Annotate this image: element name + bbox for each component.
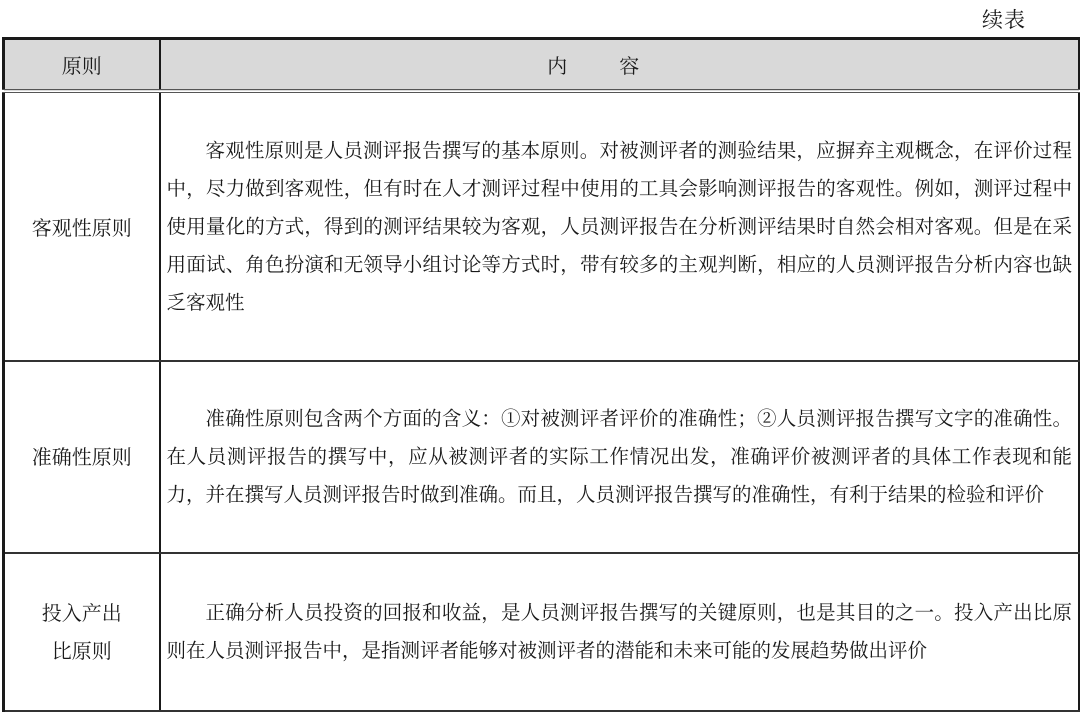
principle-cell: 客观性原则 <box>4 91 160 361</box>
principles-table <box>2 37 1080 712</box>
principle-cell <box>4 553 160 711</box>
content-cell <box>160 91 1080 361</box>
table-row <box>4 91 1080 361</box>
content-cell <box>160 361 1080 553</box>
table-row <box>4 553 1080 711</box>
header-content-label: 内容 <box>547 54 692 78</box>
content-text: 正确分析人员投资的回报和收益，是人员测评报告撰写的关键原则，也是其目的之一。投入产出比原则在人员测评报告中，是指测评者能够对被测评者的潜能和未来可能的发展趋势做出评价 <box>166 601 1072 662</box>
principle-cell: 准确性原则 <box>4 361 160 553</box>
principle-line-2: 比原则 <box>51 639 112 663</box>
principle-line-1: 投入产出 <box>41 601 122 625</box>
header-content <box>160 39 1080 92</box>
table-row <box>4 361 1080 553</box>
content-text: 客观性原则是人员测评报告撰写的基本原则。对被测评者的测验结果，应摒弃主观概念，在评价过程中，尽力做到客观性，但有时在人才测评过程中使用的工具会影响测评报告的客观性。例如，测评过程中使用量化的方式，得到的测评结果较为客观，人员测评报告在分析测评结果时自然会相对客观。但是在采用面试、角色扮演和无领导小组讨论等方式时，带有较多的主观判断，相应的人员测评报告分析内容也缺乏客观性 <box>166 138 1072 314</box>
header-principle: 原则 <box>4 39 160 92</box>
table-header-row <box>4 39 1080 92</box>
content-text: 准确性原则包含两个方面的含义：①对被测评者评价的准确性；②人员测评报告撰写文字的准确性。在人员测评报告的撰写中，应从被测评者的实际工作情况出发，准确评价被测评者的具体工作表现和能力，并在撰写人员测评报告时做到准确。而且，人员测评报告撰写的准确性，有利于结果的检验和评价 <box>166 407 1072 506</box>
content-cell <box>160 553 1080 711</box>
table-caption-continued: 续表 <box>982 8 1026 32</box>
